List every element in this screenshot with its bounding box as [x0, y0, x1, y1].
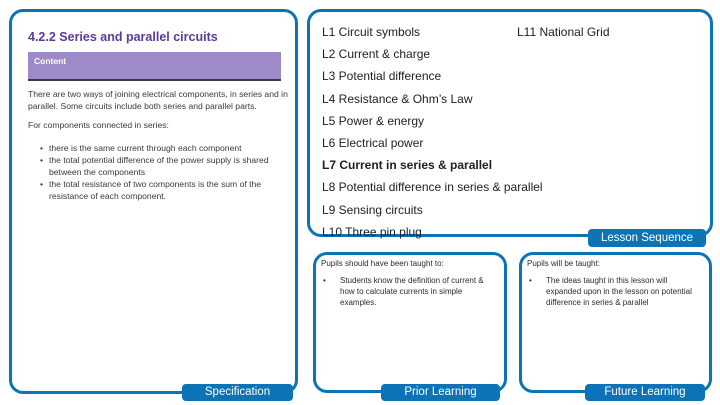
future-learning-bullet-item — [527, 275, 704, 308]
spec-body — [28, 89, 296, 202]
prior-learning-header: Pupils should have been taught to: — [321, 259, 444, 268]
lesson-item: L7 Current in series & parallel — [322, 158, 493, 173]
specification-panel — [9, 9, 298, 394]
prior-learning-bullet-item — [321, 275, 499, 308]
prior-learning-content — [321, 258, 499, 308]
lesson-sequence-panel — [307, 9, 713, 237]
lesson-item: L5 Power & energy — [322, 113, 425, 128]
bullet-icon — [40, 143, 49, 155]
lesson-list-column-2 — [517, 21, 610, 43]
future-learning-tab[interactable]: Future Learning — [585, 384, 705, 401]
specification-content — [28, 30, 288, 203]
future-learning-header: Pupils will be taught: — [527, 259, 600, 268]
bullet-text: there is the same current through each component — [49, 142, 242, 153]
prior-learning-panel — [313, 252, 507, 393]
bullet-text: the total resistance of two components is the sum of the resistance of each component. — [49, 179, 262, 201]
lesson-item: L2 Current & charge — [322, 47, 431, 62]
specification-tab[interactable]: Specification — [182, 384, 293, 401]
spec-bullet-list — [28, 143, 296, 203]
lesson-item: L3 Potential difference — [322, 69, 442, 84]
bullet-icon — [40, 155, 49, 178]
spec-bullet-item — [40, 143, 280, 155]
future-learning-panel — [519, 252, 712, 393]
content-header-label: Content — [34, 56, 67, 66]
bullet-icon — [321, 275, 340, 308]
future-learning-bullet-list — [527, 275, 704, 308]
content-header-bar — [28, 52, 281, 81]
spec-bullet-item — [40, 155, 280, 178]
spec-title: 4.2.2 Series and parallel circuits — [28, 30, 218, 44]
bullet-icon — [527, 275, 546, 308]
lesson-list-column-1 — [322, 21, 543, 243]
lesson-item: L8 Potential difference in series & parallel — [322, 180, 543, 195]
bullet-text: the total potential difference of the power supply is shared between the components — [49, 155, 269, 177]
bullet-icon — [40, 179, 49, 202]
spec-paragraph-2: For components connected in series: — [28, 120, 169, 130]
lesson-item: L9 Sensing circuits — [322, 202, 423, 217]
lesson-item: L1 Circuit symbols — [322, 25, 421, 39]
spec-paragraph-1: There are two ways of joining electrical components, in series and in parallel. Some circuits include both series and parallel parts. — [28, 89, 288, 111]
spec-bullet-item — [40, 179, 280, 202]
bullet-text: The ideas taught in this lesson will expanded upon in the lesson on potential difference in series & parallel — [546, 276, 692, 307]
lesson-item: L11 National Grid — [517, 25, 610, 39]
lesson-sequence-tab[interactable]: Lesson Sequence — [588, 229, 706, 247]
lesson-item: L6 Electrical power — [322, 135, 424, 150]
prior-learning-bullet-list — [321, 275, 499, 308]
future-learning-content — [527, 258, 704, 308]
lesson-item: L10 Three pin plug — [322, 224, 422, 239]
prior-learning-tab[interactable]: Prior Learning — [381, 384, 500, 401]
lesson-item: L4 Resistance & Ohm’s Law — [322, 91, 473, 106]
bullet-text: Students know the definition of current & how to calculate currents in simple examples. — [340, 276, 484, 307]
